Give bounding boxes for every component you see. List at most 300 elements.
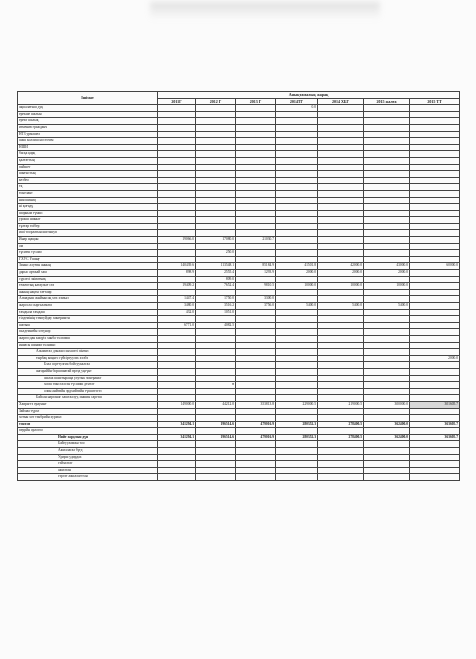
value-cell	[276, 355, 318, 362]
value-cell	[196, 223, 236, 230]
table-row	[18, 283, 460, 290]
table-row	[18, 303, 460, 310]
value-cell	[236, 395, 276, 402]
value-cell	[196, 349, 236, 356]
row-label: пайшет	[18, 164, 158, 171]
value-cell	[318, 309, 364, 316]
value-cell	[158, 448, 196, 455]
value-cell: 21030.7	[236, 237, 276, 244]
value-cell	[236, 184, 276, 191]
value-cell	[364, 382, 410, 389]
row-label: дарыс артжай хам	[18, 270, 158, 277]
value-cell: 2000.0	[276, 270, 318, 277]
table-row	[18, 118, 460, 125]
value-cell	[364, 171, 410, 178]
value-cell	[364, 316, 410, 323]
value-cell: 280352.3	[276, 434, 318, 441]
value-cell: 2000.0	[318, 270, 364, 277]
row-label: Байсан нарганаг хаштаалуу, иншин саргэш	[18, 395, 158, 402]
value-cell	[410, 190, 460, 197]
value-cell	[236, 138, 276, 145]
row-label: шаш коллиш носточен	[18, 138, 158, 145]
row-label: изменив гражданч	[18, 124, 158, 131]
value-cell	[364, 111, 410, 118]
row-label: ні қоғадұ	[18, 204, 158, 211]
value-cell: 4082.5	[196, 322, 236, 329]
row-label: ақшалағыш дуқ	[18, 105, 158, 112]
value-cell: 363605.7	[410, 421, 460, 428]
value-cell	[276, 296, 318, 303]
table-row	[18, 230, 460, 237]
value-cell	[158, 177, 196, 184]
table-header	[18, 92, 460, 105]
value-cell	[318, 316, 364, 323]
row-label: хотын хот тэнбрийн хурмал	[18, 415, 158, 422]
table-row	[18, 375, 460, 382]
value-cell	[364, 190, 410, 197]
value-cell	[410, 157, 460, 164]
value-cell	[196, 362, 236, 369]
value-cell	[158, 184, 196, 191]
value-cell	[364, 118, 410, 125]
value-cell	[236, 388, 276, 395]
row-label: Бэла сорттулгиа бойсуукалгаа	[18, 362, 158, 369]
value-cell	[236, 157, 276, 164]
value-cell	[196, 454, 236, 461]
value-cell	[318, 335, 364, 342]
row-label: гэйзалтаг	[18, 461, 158, 468]
row-label: Удирш удирдах	[18, 454, 158, 461]
table-row	[18, 454, 460, 461]
value-cell	[158, 138, 196, 145]
value-cell	[196, 197, 236, 204]
value-cell	[236, 362, 276, 369]
value-cell	[196, 342, 236, 349]
name-column-header: Ішімат	[18, 92, 158, 105]
value-cell	[276, 210, 318, 217]
table-row	[18, 316, 460, 323]
value-cell	[364, 197, 410, 204]
value-cell	[364, 368, 410, 375]
value-cell	[364, 322, 410, 329]
value-cell	[276, 151, 318, 158]
row-label: Зиныс алуғин анның	[18, 263, 158, 270]
value-cell	[158, 355, 196, 362]
value-cell	[236, 111, 276, 118]
value-cell: 19066.0	[158, 237, 196, 244]
row-label: гэрээт ажиллагтган	[18, 474, 158, 481]
table-row	[18, 362, 460, 369]
value-cell	[236, 230, 276, 237]
value-cell	[196, 243, 236, 250]
row-label: шатыш	[18, 322, 158, 329]
table-row	[18, 250, 460, 257]
value-cell	[318, 355, 364, 362]
value-cell	[410, 415, 460, 422]
value-cell	[236, 382, 276, 389]
value-cell: 140439.6	[158, 263, 196, 270]
table-row	[18, 144, 460, 151]
value-cell: 1051.0	[196, 309, 236, 316]
table-row	[18, 401, 460, 408]
value-cell	[196, 111, 236, 118]
row-label: ния шиниц	[18, 197, 158, 204]
value-cell	[276, 164, 318, 171]
value-cell: 0.0	[276, 105, 318, 112]
table-body	[18, 105, 460, 481]
row-label: Байгууламжн тоо	[18, 441, 158, 448]
value-cell	[364, 204, 410, 211]
row-label: урокш шиныт	[18, 217, 158, 224]
value-cell: 9810.5	[236, 283, 276, 290]
value-cell	[364, 342, 410, 349]
value-cell	[196, 164, 236, 171]
value-cell	[276, 204, 318, 211]
row-label: олин анйтийн эрдхийгийн түшштэгээ	[18, 388, 158, 395]
value-cell: 432.0	[158, 309, 196, 316]
value-cell	[410, 164, 460, 171]
value-cell	[236, 276, 276, 283]
value-cell	[236, 335, 276, 342]
value-cell	[158, 388, 196, 395]
value-cell	[410, 210, 460, 217]
value-cell	[410, 217, 460, 224]
row-label: шорным түмшс	[18, 210, 158, 217]
table-row	[18, 164, 460, 171]
value-cell	[410, 322, 460, 329]
value-cell	[236, 171, 276, 178]
value-cell	[236, 217, 276, 224]
table-row	[18, 124, 460, 131]
value-cell	[236, 408, 276, 415]
table-row	[18, 105, 460, 112]
value-cell	[196, 105, 236, 112]
value-cell: 3300.0	[236, 296, 276, 303]
value-cell	[318, 368, 364, 375]
value-cell	[318, 111, 364, 118]
table-row	[18, 190, 460, 197]
value-cell	[236, 105, 276, 112]
row-label: Ажиллагаа бүгд	[18, 448, 158, 455]
value-cell	[410, 368, 460, 375]
value-cell	[276, 382, 318, 389]
value-cell: 196514.6	[196, 421, 236, 428]
value-cell	[158, 151, 196, 158]
value-cell	[158, 111, 196, 118]
value-cell	[364, 467, 410, 474]
value-cell	[318, 177, 364, 184]
row-label: Инар щащан	[18, 237, 158, 244]
value-cell	[318, 217, 364, 224]
value-cell	[318, 171, 364, 178]
value-cell	[196, 144, 236, 151]
table-row	[18, 434, 460, 441]
value-cell	[158, 204, 196, 211]
row-label: тежептық катаулығ сөз	[18, 283, 158, 290]
value-cell	[276, 408, 318, 415]
year-header: 2014 ХБГ	[318, 98, 364, 105]
value-cell	[364, 296, 410, 303]
value-cell	[364, 474, 410, 481]
value-cell	[410, 230, 460, 237]
value-cell: 149000.0	[158, 401, 196, 408]
value-cell	[410, 204, 460, 211]
value-cell	[410, 289, 460, 296]
value-cell	[410, 118, 460, 125]
value-cell: 1750.0	[196, 296, 236, 303]
value-cell: 341294.1	[158, 421, 196, 428]
value-cell	[236, 151, 276, 158]
value-cell: 301605.7	[410, 401, 460, 408]
table-row	[18, 111, 460, 118]
value-cell	[410, 223, 460, 230]
value-cell: 7652.4	[196, 283, 236, 290]
value-cell	[364, 184, 410, 191]
value-cell	[158, 454, 196, 461]
value-cell	[196, 124, 236, 131]
table-row	[18, 408, 460, 415]
value-cell	[236, 415, 276, 422]
row-label: жаросла сыргаламата	[18, 303, 158, 310]
value-cell	[276, 144, 318, 151]
budget-table	[17, 91, 460, 481]
value-cell	[158, 171, 196, 178]
value-cell	[236, 316, 276, 323]
value-cell	[318, 415, 364, 422]
value-cell: 341294.1	[158, 434, 196, 441]
value-cell: 19409.2	[158, 283, 196, 290]
value-cell	[158, 197, 196, 204]
value-cell	[364, 335, 410, 342]
row-label: НШИ	[18, 144, 158, 151]
value-cell	[318, 382, 364, 389]
value-cell	[364, 250, 410, 257]
value-cell	[158, 217, 196, 224]
row-label: Алымитал дэнжил хнхшэті пінтнз	[18, 349, 158, 356]
value-cell	[196, 184, 236, 191]
value-cell	[318, 349, 364, 356]
value-cell	[276, 289, 318, 296]
row-label: ерекше шалын	[18, 111, 158, 118]
value-cell	[276, 474, 318, 481]
value-cell	[158, 382, 196, 389]
value-cell	[318, 184, 364, 191]
value-cell	[158, 368, 196, 375]
value-cell: 300000.0	[364, 401, 410, 408]
value-cell	[318, 164, 364, 171]
row-label: иші тоорлатын шиташуп	[18, 230, 158, 237]
value-cell	[276, 118, 318, 125]
value-cell	[158, 375, 196, 382]
value-cell	[236, 368, 276, 375]
value-cell	[364, 223, 410, 230]
value-cell	[196, 171, 236, 178]
value-cell	[410, 382, 460, 389]
value-cell	[318, 329, 364, 336]
value-cell: 5400.0	[364, 303, 410, 310]
table-row	[18, 276, 460, 283]
value-cell	[410, 408, 460, 415]
value-cell	[364, 428, 410, 435]
value-cell	[196, 355, 236, 362]
value-cell	[236, 375, 276, 382]
value-cell	[318, 151, 364, 158]
value-cell	[364, 362, 410, 369]
value-cell	[318, 256, 364, 263]
table-row	[18, 415, 460, 422]
value-cell	[158, 342, 196, 349]
value-cell	[276, 184, 318, 191]
value-cell: 42000.0	[318, 263, 364, 270]
value-cell	[276, 322, 318, 329]
value-cell	[276, 395, 318, 402]
value-cell	[276, 368, 318, 375]
value-cell	[276, 349, 318, 356]
value-cell	[410, 428, 460, 435]
table-row	[18, 256, 460, 263]
value-cell	[276, 131, 318, 138]
value-cell	[236, 256, 276, 263]
value-cell	[276, 276, 318, 283]
value-cell	[276, 230, 318, 237]
value-cell	[158, 461, 196, 468]
value-cell: 479016.9	[236, 421, 276, 428]
value-cell	[276, 223, 318, 230]
value-cell	[158, 210, 196, 217]
row-label: ом	[18, 243, 158, 250]
value-cell	[196, 157, 236, 164]
value-cell	[158, 230, 196, 237]
year-header: 2013 Г	[236, 98, 276, 105]
table-row	[18, 171, 460, 178]
value-cell	[276, 237, 318, 244]
value-cell	[196, 217, 236, 224]
value-cell	[276, 138, 318, 145]
value-cell	[410, 184, 460, 191]
value-cell	[410, 177, 460, 184]
value-cell	[158, 474, 196, 481]
table-row	[18, 448, 460, 455]
value-cell	[364, 237, 410, 244]
value-cell	[276, 309, 318, 316]
value-cell	[196, 415, 236, 422]
value-cell	[410, 276, 460, 283]
value-cell	[318, 428, 364, 435]
table-row	[18, 309, 460, 316]
value-cell	[236, 461, 276, 468]
value-cell	[236, 124, 276, 131]
year-header: 2015 жалға	[364, 98, 410, 105]
value-cell	[364, 329, 410, 336]
row-label: ГХУС Үшаңғ	[18, 256, 158, 263]
value-cell	[236, 204, 276, 211]
value-cell	[364, 375, 410, 382]
value-cell: 278400.5	[318, 434, 364, 441]
value-cell	[158, 250, 196, 257]
value-cell	[236, 309, 276, 316]
table-row	[18, 263, 460, 270]
value-cell	[276, 111, 318, 118]
value-cell	[236, 329, 276, 336]
value-cell	[236, 342, 276, 349]
value-cell	[318, 105, 364, 112]
table-row	[18, 395, 460, 402]
table-row	[18, 151, 460, 158]
value-cell	[158, 408, 196, 415]
value-cell: ♦	[196, 382, 236, 389]
value-cell	[364, 124, 410, 131]
value-cell	[196, 408, 236, 415]
value-cell: 3756.0	[236, 303, 276, 310]
value-cell	[318, 223, 364, 230]
value-cell	[276, 171, 318, 178]
value-cell	[410, 303, 460, 310]
value-cell	[196, 151, 236, 158]
value-cell: 2000.0	[364, 270, 410, 277]
value-cell	[236, 197, 276, 204]
value-cell	[236, 322, 276, 329]
value-cell	[276, 256, 318, 263]
table-row	[18, 217, 460, 224]
value-cell	[318, 362, 364, 369]
value-cell	[276, 250, 318, 257]
value-cell	[364, 164, 410, 171]
value-cell	[318, 395, 364, 402]
value-cell	[276, 190, 318, 197]
value-cell	[158, 329, 196, 336]
table-row	[18, 467, 460, 474]
value-cell	[410, 138, 460, 145]
value-cell: 479016.9	[236, 434, 276, 441]
value-cell	[158, 428, 196, 435]
row-label: ашлаа шаштыраща улутык чокеранкт	[18, 375, 158, 382]
value-cell: 6771.0	[158, 322, 196, 329]
value-cell	[196, 461, 236, 468]
value-cell	[196, 467, 236, 474]
value-cell	[364, 230, 410, 237]
value-cell	[364, 138, 410, 145]
table-row	[18, 184, 460, 191]
value-cell	[236, 118, 276, 125]
value-cell: 809.0	[196, 276, 236, 283]
row-label: тқ	[18, 184, 158, 191]
value-cell	[410, 329, 460, 336]
value-cell	[410, 197, 460, 204]
year-header: 2012 Г	[196, 98, 236, 105]
value-cell	[158, 157, 196, 164]
value-cell	[410, 454, 460, 461]
value-cell	[276, 335, 318, 342]
value-cell	[318, 474, 364, 481]
value-cell	[158, 124, 196, 131]
value-cell	[410, 243, 460, 250]
value-cell	[318, 250, 364, 257]
value-cell	[158, 144, 196, 151]
value-cell: 362400.0	[364, 421, 410, 428]
value-cell	[236, 210, 276, 217]
value-cell: 3516.2	[196, 303, 236, 310]
table-row	[18, 441, 460, 448]
value-cell	[276, 177, 318, 184]
value-cell	[318, 289, 364, 296]
value-cell	[410, 270, 460, 277]
value-cell: 1447.4	[158, 296, 196, 303]
value-cell	[410, 441, 460, 448]
row-label: жаргосдан кицүіх ханба тхлгамш	[18, 335, 158, 342]
value-cell: 41501.8	[276, 263, 318, 270]
group-header: Анықтамалық жарақ	[158, 92, 460, 99]
row-label: шығыстың	[18, 171, 158, 178]
